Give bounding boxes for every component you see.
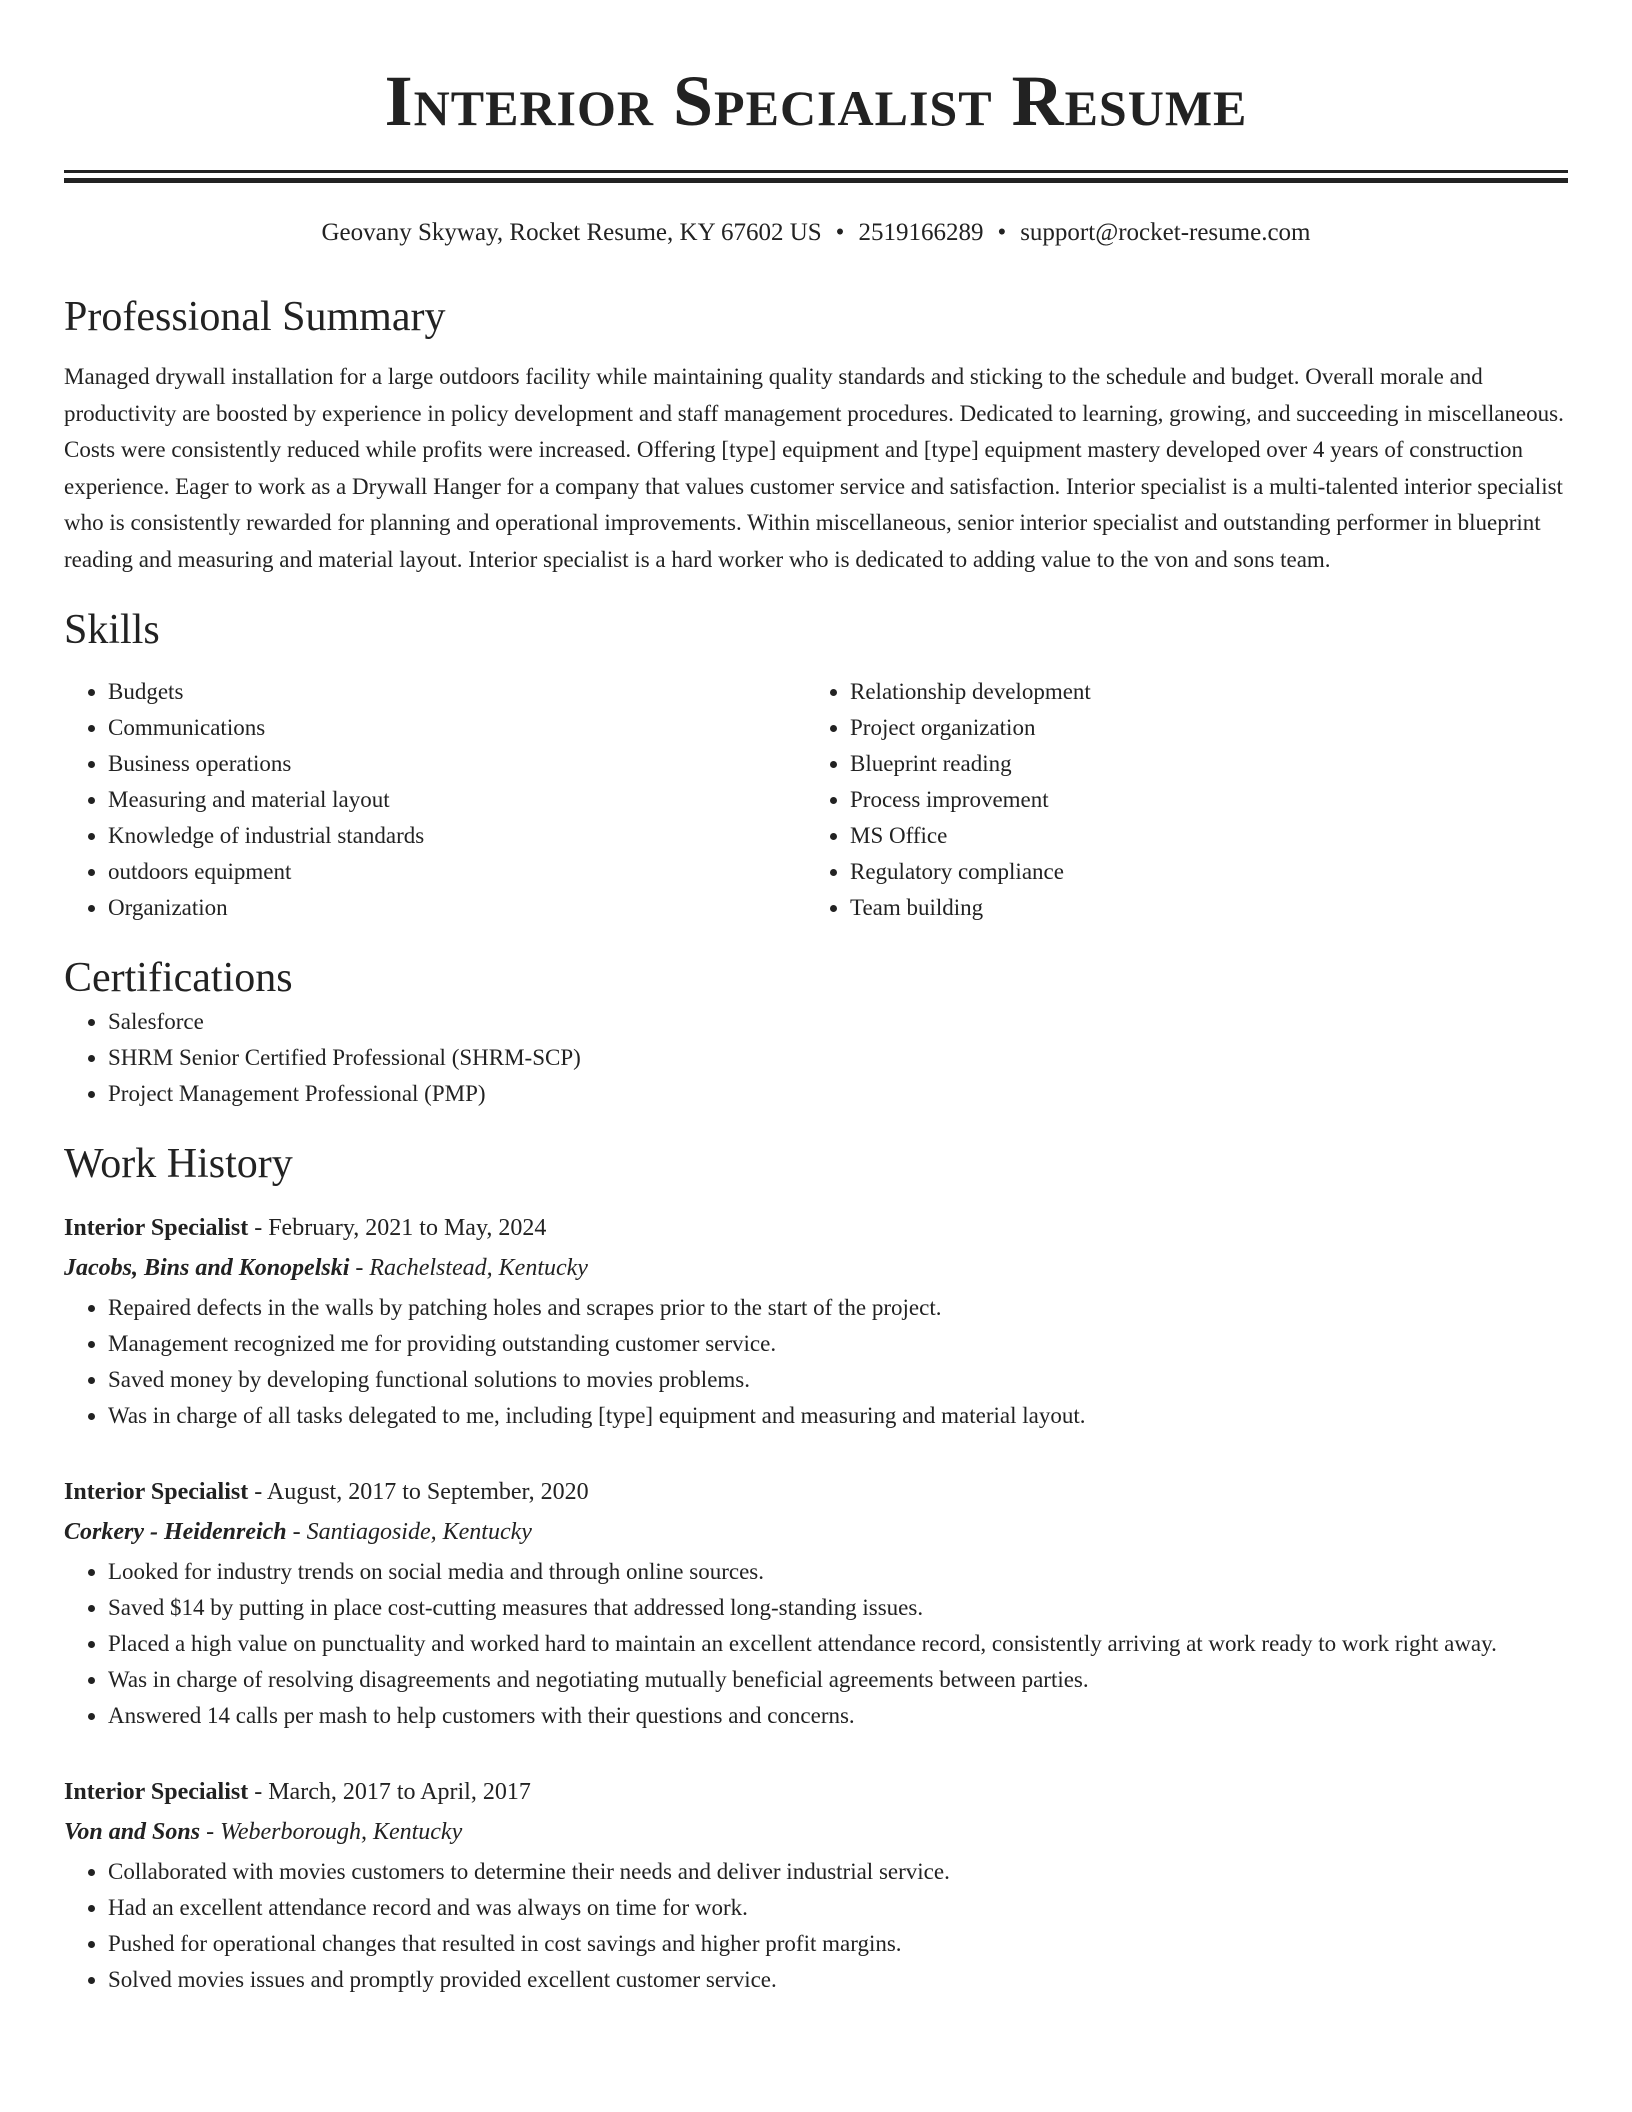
job-location: - Weberborough, Kentucky — [200, 1819, 463, 1845]
job-dates: - August, 2017 to September, 2020 — [248, 1479, 589, 1505]
title-divider-top — [64, 170, 1568, 173]
contact-email: support@rocket-resume.com — [1020, 219, 1311, 246]
job-entry — [64, 1210, 1568, 1434]
skill-item: • Business operations — [108, 746, 806, 782]
job-title: Interior Specialist — [64, 1479, 249, 1505]
contact-line — [64, 217, 1568, 249]
title-divider-bottom — [64, 178, 1568, 183]
skills-grid — [64, 674, 1568, 926]
certification-item: • Project Management Professional (PMP) — [108, 1076, 1568, 1112]
skills-heading: Skills — [64, 607, 160, 653]
job-dates: - March, 2017 to April, 2017 — [248, 1779, 531, 1805]
skill-item: • Knowledge of industrial standards — [108, 818, 806, 854]
job-title-line — [64, 1774, 1568, 1810]
job-duty-item: • Solved movies issues and promptly provided excellent customer service. — [108, 1962, 1568, 1998]
job-duties-list — [64, 1554, 1568, 1734]
contact-address: Geovany Skyway, Rocket Resume, KY 67602 US — [321, 219, 822, 246]
job-duty-item: • Management recognized me for providing outstanding customer service. — [108, 1326, 1568, 1362]
contact-phone: 2519166289 — [858, 219, 984, 246]
skill-item: • Team building — [850, 890, 1548, 926]
job-duty-item: • Saved money by developing functional solutions to movies problems. — [108, 1362, 1568, 1398]
contact-separator: • — [835, 219, 845, 246]
skill-item: • Project organization — [850, 710, 1548, 746]
job-duty-item: • Saved $14 by putting in place cost-cutting measures that addressed long-standing issues. — [108, 1590, 1568, 1626]
skills-column-right — [806, 674, 1548, 926]
skill-item: • outdoors equipment — [108, 854, 806, 890]
skills-list-right — [806, 674, 1548, 926]
certification-item: • SHRM Senior Certified Professional (SHRM-SCP) — [108, 1040, 1568, 1076]
job-duty-item: • Had an excellent attendance record and was always on time for work. — [108, 1890, 1568, 1926]
skill-item: • MS Office — [850, 818, 1548, 854]
job-duty-item: • Repaired defects in the walls by patching holes and scrapes prior to the start of the project. — [108, 1290, 1568, 1326]
skill-item: • Budgets — [108, 674, 806, 710]
job-duty-item: • Answered 14 calls per mash to help customers with their questions and concerns. — [108, 1698, 1568, 1734]
skill-item: • Blueprint reading — [850, 746, 1548, 782]
skill-item: • Organization — [108, 890, 806, 926]
skill-item: • Relationship development — [850, 674, 1548, 710]
job-duty-item: • Collaborated with movies customers to determine their needs and deliver industrial service. — [108, 1854, 1568, 1890]
certification-item: • Salesforce — [108, 1004, 1568, 1040]
job-duty-item: • Was in charge of all tasks delegated to me, including [type] equipment and measuring and material layout. — [108, 1398, 1568, 1434]
job-company-line — [64, 1510, 1568, 1554]
job-company: Corkery - Heidenreich — [64, 1519, 287, 1545]
page-title: Interior Specialist Resume — [384, 61, 1248, 141]
skill-item: • Communications — [108, 710, 806, 746]
skill-item: • Measuring and material layout — [108, 782, 806, 818]
contact-separator: • — [997, 219, 1007, 246]
job-entry — [64, 1774, 1568, 1998]
skills-list-left — [64, 674, 806, 926]
job-company: Jacobs, Bins and Konopelski — [64, 1255, 350, 1281]
job-duty-item: • Was in charge of resolving disagreements and negotiating mutually beneficial agreements between parties. — [108, 1662, 1568, 1698]
job-title: Interior Specialist — [64, 1779, 249, 1805]
job-entry — [64, 1474, 1568, 1734]
job-location: - Santiagoside, Kentucky — [286, 1519, 532, 1545]
job-duties-list — [64, 1290, 1568, 1434]
certifications-list — [64, 1004, 1568, 1112]
skill-item: • Regulatory compliance — [850, 854, 1548, 890]
job-title-line — [64, 1474, 1568, 1510]
skills-column-left — [64, 674, 806, 926]
job-duty-item: • Looked for industry trends on social media and through online sources. — [108, 1554, 1568, 1590]
summary-text: Managed drywall installation for a large outdoors facility while maintaining quality standards and sticking to the schedule and budget. Overall morale and productivity are boosted by experience in policy development and staff management procedures. Dedicated to learning, growing, and succeeding in miscellaneous. Costs were consistently reduced while profits were increased. Offering [type] equipment and [type] equipment mastery developed over 4 years of construction experience. Eager to work as a Drywall Hanger for a company that values customer service and satisfaction. Interior specialist is a multi-talented interior specialist who is consistently rewarded for planning and operational improvements. Within miscellaneous, senior interior specialist and outstanding performer in blueprint reading and measuring and material layout. Interior specialist is a hard worker who is dedicated to adding value to the von and sons team. — [64, 364, 1564, 572]
certifications-heading: Certifications — [64, 955, 293, 1001]
job-location: - Rachelstead, Kentucky — [349, 1255, 588, 1281]
job-company-line — [64, 1810, 1568, 1854]
job-title: Interior Specialist — [64, 1215, 249, 1241]
skill-item: • Process improvement — [850, 782, 1548, 818]
job-duties-list — [64, 1854, 1568, 1998]
job-company: Von and Sons — [64, 1819, 201, 1845]
job-title-line — [64, 1210, 1568, 1246]
summary-heading: Professional Summary — [64, 294, 446, 340]
work-history-heading: Work History — [64, 1141, 293, 1187]
job-duty-item: • Placed a high value on punctuality and worked hard to maintain an excellent attendance record, consistently arriving at work ready to work right away. — [108, 1626, 1568, 1662]
job-dates: - February, 2021 to May, 2024 — [248, 1215, 547, 1241]
job-duty-item: • Pushed for operational changes that resulted in cost savings and higher profit margins. — [108, 1926, 1568, 1962]
job-company-line — [64, 1246, 1568, 1290]
